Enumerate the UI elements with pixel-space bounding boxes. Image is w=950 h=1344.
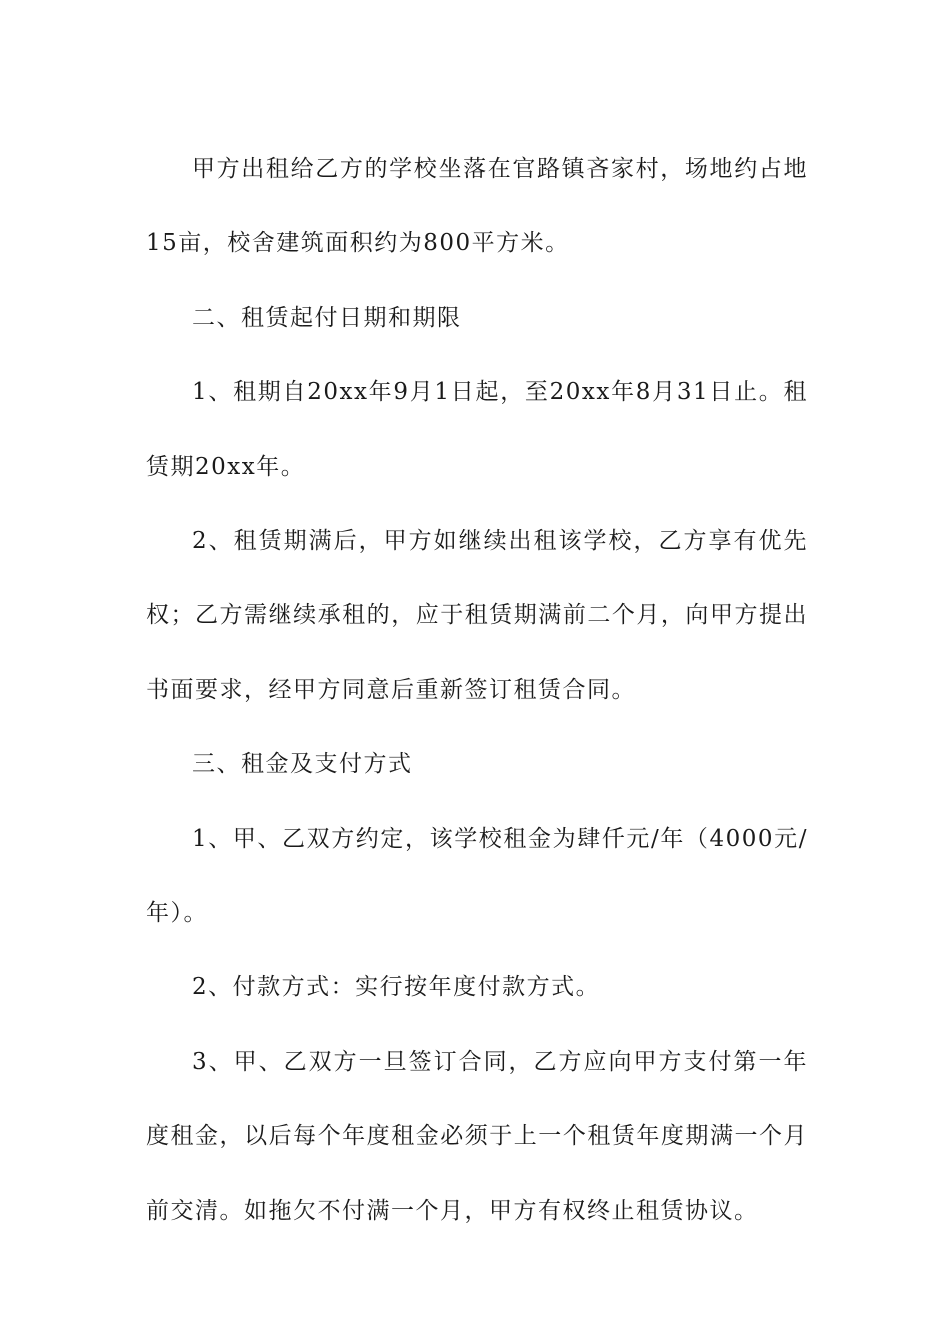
paragraph-lease-period: 1、租期自20xx年9月1日起，至20xx年8月31日止。租赁期20xx年。 xyxy=(146,379,808,480)
document-body xyxy=(146,132,808,1248)
section-heading-rent-payment: 三、租金及支付方式 xyxy=(192,751,413,778)
paragraph-rent-amount: 1、甲、乙双方约定，该学校租金为肆仟元/年（4000元/年）。 xyxy=(146,825,808,927)
paragraph-renewal: 2、租赁期满后，甲方如继续出租该学校，乙方享有优先权；乙方需继续承租的，应于租赁期满前二个月，向甲方提出书面要求，经甲方同意后重新签订租赁合同。 xyxy=(146,528,808,703)
paragraph-payment-schedule: 3、甲、乙双方一旦签订合同，乙方应向甲方支付第一年度租金，以后每个年度租金必须于上一个租赁年度期满一个月前交清。如拖欠不付满一个月，甲方有权终止租赁协议。 xyxy=(146,1048,808,1224)
paragraph-payment-method: 2、付款方式：实行按年度付款方式。 xyxy=(192,974,601,1001)
section-heading-lease-term: 二、租赁起付日期和期限 xyxy=(192,304,462,331)
paragraph-location: 甲方出租给乙方的学校坐落在官路镇吝家村，场地约占地15亩，校舍建筑面积约为800平方米。 xyxy=(146,156,808,257)
